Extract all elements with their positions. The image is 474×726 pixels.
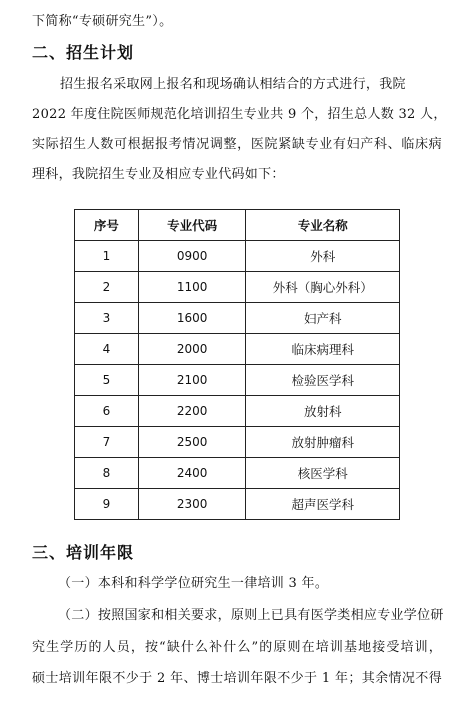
- cell-serial: 5: [75, 365, 139, 396]
- paragraph-enrollment-line-2: 2022 年度住院医师规范化培训招生专业共 9 个，招生总人数 32 人，: [32, 107, 447, 122]
- training-item-2-line-2: 究生学历的人员，按“缺什么补什么”的原则在培训基地接受培训，: [32, 640, 442, 655]
- section-heading-enrollment-plan: 二、招生计划: [32, 43, 135, 62]
- header-serial: 序号: [75, 210, 139, 241]
- cell-name: 放射肿瘤科: [246, 427, 400, 458]
- table-row: [75, 365, 400, 396]
- specialty-code-table: [74, 209, 400, 520]
- cell-serial: 8: [75, 458, 139, 489]
- text-line-top: 下简称“专硕研究生”）。: [32, 14, 173, 29]
- paragraph-enrollment-line-4: 理科，我院招生专业及相应专业代码如下：: [32, 167, 285, 182]
- header-name: 专业名称: [246, 210, 400, 241]
- training-item-2-line-1: （二）按照国家和相关要求，原则上已具有医学类相应专业学位研: [58, 608, 444, 623]
- cell-code: 2100: [138, 365, 246, 396]
- table-row: [75, 241, 400, 272]
- cell-code: 2000: [138, 334, 246, 365]
- table-header-row: [75, 210, 400, 241]
- table-row: [75, 272, 400, 303]
- cell-name: 放射科: [246, 396, 400, 427]
- cell-serial: 2: [75, 272, 139, 303]
- cell-serial: 3: [75, 303, 139, 334]
- cell-code: 1100: [138, 272, 246, 303]
- section-heading-training-duration: 三、培训年限: [32, 543, 135, 562]
- cell-code: 2200: [138, 396, 246, 427]
- cell-name: 超声医学科: [246, 489, 400, 520]
- cell-name: 临床病理科: [246, 334, 400, 365]
- cell-code: 0900: [138, 241, 246, 272]
- training-item-2-line-3: 硕士培训年限不少于 2 年、博士培训年限不少于 1 年；其余情况不得: [32, 671, 442, 686]
- cell-serial: 9: [75, 489, 139, 520]
- cell-name: 外科（胸心外科）: [246, 272, 400, 303]
- cell-code: 2300: [138, 489, 246, 520]
- table-row: [75, 334, 400, 365]
- table-row: [75, 489, 400, 520]
- cell-name: 妇产科: [246, 303, 400, 334]
- header-code: 专业代码: [138, 210, 246, 241]
- table-row: [75, 427, 400, 458]
- paragraph-enrollment-line-1: 招生报名采取网上报名和现场确认相结合的方式进行，我院: [60, 77, 406, 92]
- table-row: [75, 396, 400, 427]
- paragraph-enrollment-line-3: 实际招生人数可根据报考情况调整，医院紧缺专业有妇产科、临床病: [32, 137, 442, 152]
- cell-serial: 6: [75, 396, 139, 427]
- cell-code: 1600: [138, 303, 246, 334]
- cell-name: 外科: [246, 241, 400, 272]
- training-item-1: （一）本科和科学学位研究生一律培训 3 年。: [58, 576, 329, 591]
- cell-serial: 1: [75, 241, 139, 272]
- cell-name: 核医学科: [246, 458, 400, 489]
- cell-serial: 4: [75, 334, 139, 365]
- table-row: [75, 303, 400, 334]
- cell-name: 检验医学科: [246, 365, 400, 396]
- cell-serial: 7: [75, 427, 139, 458]
- cell-code: 2400: [138, 458, 246, 489]
- table-row: [75, 458, 400, 489]
- cell-code: 2500: [138, 427, 246, 458]
